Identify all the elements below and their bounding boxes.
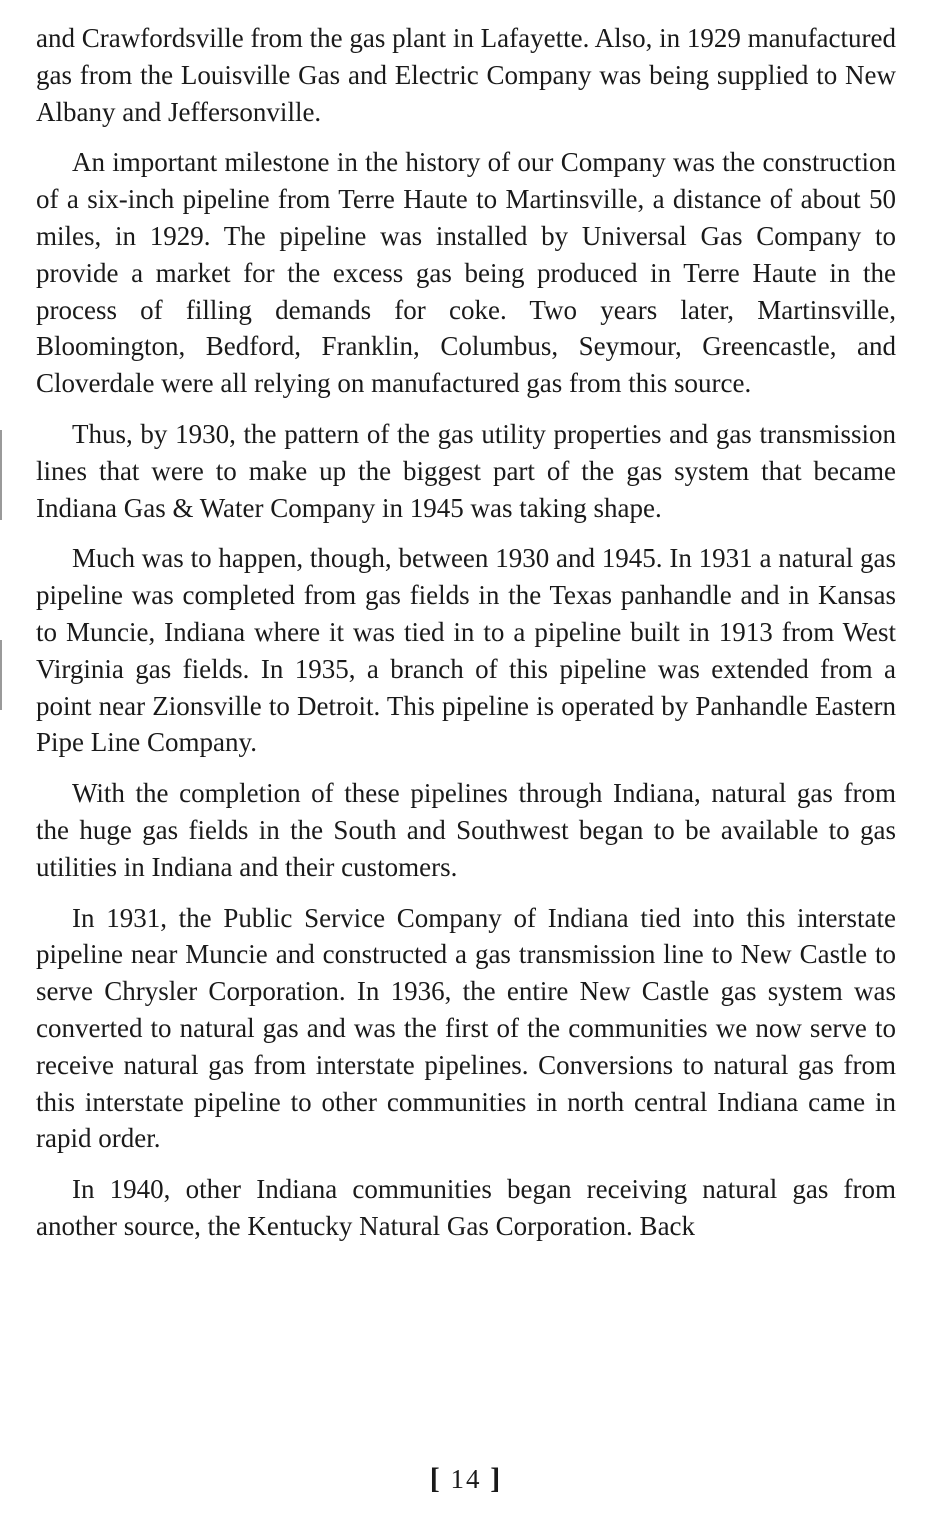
scan-edge-mark bbox=[0, 640, 2, 710]
paragraph-3: Thus, by 1930, the pattern of the gas utility properties and gas transmission lines that were to make up the biggest part of the gas system that became Indiana Gas & Water Company in 1945 was taking shape. bbox=[36, 418, 896, 523]
paragraph-2: An important milestone in the history of our Company was the construction of a six-inch pipeline from Terre Haute to Martinsville, a distance of about 50 miles, in 1929. The pipeline was installed by Universal Gas Company to provide a market for the excess gas being produced in Terre Haute in the process of filling demands for coke. Two years later, Martinsville, Bloomington, Bedford, Franklin, Columbus, Seymour, Greencastle, and Cloverdale were all relying on manufactured gas from this source. bbox=[36, 147, 896, 399]
paragraph-1: and Crawfordsville from the gas plant in Lafayette. Also, in 1929 manufactured gas from the Louisville Gas and Electric Company was being supplied to New Albany and Jeffersonville. bbox=[36, 23, 897, 127]
paragraph-6: In 1931, the Public Service Company of Indiana tied into this interstate pipeline near Muncie and constructed a gas transmission line to New Castle to serve Chrysler Corporation. In 1936, the entire New Castle gas system was converted to natural gas and was the first of the communities we now serve to receive natural gas from interstate pipelines. Conversions to natural gas from this interstate pipeline to other communities in north central Indiana came in rapid order. bbox=[36, 902, 896, 1154]
page-number-open-bracket: [ bbox=[429, 1462, 442, 1495]
paragraph-7: In 1940, other Indiana communities began receiving natural gas from another source, the Kentucky Natural Gas Corporation. Back bbox=[36, 1174, 896, 1241]
scan-edge-mark bbox=[0, 430, 2, 520]
page-number-value: 14 bbox=[450, 1464, 482, 1494]
page-body bbox=[36, 20, 896, 1259]
page-number bbox=[0, 1462, 932, 1496]
paragraph-4: Much was to happen, though, between 1930 and 1945. In 1931 a natural gas pipeline was completed from gas fields in the Texas panhandle and in Kansas to Muncie, Indiana where it was tied in to a pipeline built in 1913 from West Virginia gas fields. In 1935, a branch of this pipeline was extended from a point near Zionsville to Detroit. This pipeline is operated by Panhandle Eastern Pipe Line Company. bbox=[36, 543, 896, 758]
page-number-close-bracket: ] bbox=[490, 1462, 503, 1495]
paragraph-5: With the completion of these pipelines through Indiana, natural gas from the huge gas fields in the South and Southwest began to be available to gas utilities in Indiana and their customers. bbox=[36, 778, 896, 882]
